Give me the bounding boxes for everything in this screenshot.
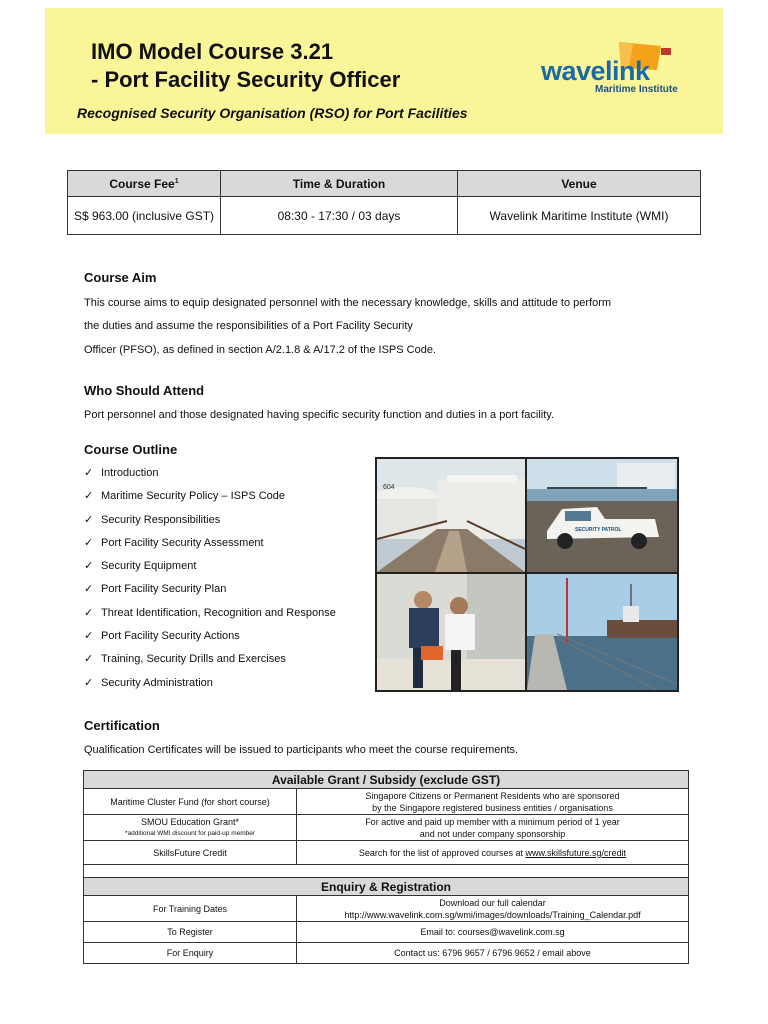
list-item: ✓ Training, Security Drills and Exercises <box>84 652 336 675</box>
course-outline-list <box>84 466 336 699</box>
header-time-duration: Time & Duration <box>221 171 458 197</box>
vehicle-label: SECURITY PATROL <box>575 527 622 533</box>
enquiry-registration-table <box>83 877 689 964</box>
table-row <box>84 789 689 815</box>
list-item: ✓ Introduction <box>84 466 336 489</box>
grant-table-heading: Available Grant / Subsidy (exclude GST) <box>84 771 689 789</box>
check-icon: ✓ <box>84 676 94 689</box>
grant-subsidy-table <box>83 770 689 879</box>
certification-heading: Certification <box>84 718 160 733</box>
grant-label: SkillsFuture Credit <box>84 841 297 865</box>
check-icon: ✓ <box>84 467 94 479</box>
course-info-table <box>67 170 701 235</box>
venue-value: Wavelink Maritime Institute (WMI) <box>458 197 701 235</box>
list-item: ✓ Maritime Security Policy – ISPS Code <box>84 489 336 512</box>
photo-collage <box>375 457 679 692</box>
table-row <box>84 922 689 943</box>
enquiry-label: For Enquiry <box>84 943 297 964</box>
check-icon: ✓ <box>84 490 94 503</box>
course-aim-line-2: the duties and assume the responsibilities of a Port Facility Security <box>84 320 413 332</box>
patrol-vehicle-photo <box>527 459 677 572</box>
course-subtitle: Recognised Security Organisation (RSO) for Port Facilities <box>77 105 468 121</box>
calendar-link[interactable]: http://www.wavelink.com.sg/wmi/images/downloads/Training_Calendar.pdf <box>344 909 641 920</box>
enquiry-label: To Register <box>84 922 297 943</box>
enquiry-table-heading: Enquiry & Registration <box>84 878 689 896</box>
list-item: ✓ Threat Identification, Recognition and Response <box>84 606 336 629</box>
logo-wordmark: wavelink <box>541 56 650 86</box>
pier-ship-photo <box>527 574 677 690</box>
header-banner <box>45 8 723 134</box>
who-should-attend-text: Port personnel and those designated having specific security function and duties in a port facility. <box>84 409 555 421</box>
check-icon: ✓ <box>84 653 94 666</box>
grant-value: Singapore Citizens or Permanent Residents who are sponsored by the Singapore registered business entities / organisations <box>297 789 689 815</box>
storage-tank-photo <box>377 459 525 572</box>
list-item: ✓ Security Equipment <box>84 559 336 582</box>
table-row <box>84 896 689 922</box>
list-item: ✓ Port Facility Security Assessment <box>84 536 336 559</box>
certification-text: Qualification Certificates will be issued to participants who meet the course requirements. <box>84 744 519 756</box>
grant-label: SMOU Education Grant* *additional WMI discount for paid-up member <box>84 815 297 841</box>
course-title-line2: - Port Facility Security Officer <box>91 67 401 92</box>
wavelink-logo <box>539 42 699 102</box>
header-course-fee: Course Fee$^1$ <box>68 171 221 197</box>
course-aim-line-3: Officer (PFSO), as defined in section A/2.1.8 & A/17.2 of the ISPS Code. <box>84 344 436 356</box>
header-venue: Venue <box>458 171 701 197</box>
enquiry-label: For Training Dates <box>84 896 297 922</box>
time-duration-value: 08:30 - 17:30 / 03 days <box>221 197 458 235</box>
enquiry-value: Contact us: 6796 9657 / 6796 9652 / email above <box>297 943 689 964</box>
course-fee-value: S$ 963.00 (inclusive GST) <box>68 197 221 235</box>
grant-value: Search for the list of approved courses at www.skillsfuture.sg/credit <box>297 841 689 865</box>
check-icon: ✓ <box>84 606 94 619</box>
security-inspection-photo <box>377 574 525 690</box>
table-row <box>84 943 689 964</box>
grant-label: Maritime Cluster Fund (for short course) <box>84 789 297 815</box>
table-row <box>84 841 689 865</box>
check-icon: ✓ <box>84 536 94 549</box>
list-item: ✓ Port Facility Security Actions <box>84 629 336 652</box>
list-item: ✓ Security Responsibilities <box>84 513 336 536</box>
tank-label: 604 <box>383 484 395 491</box>
list-item: ✓ Port Facility Security Plan <box>84 582 336 605</box>
check-icon: ✓ <box>84 560 94 573</box>
check-icon: ✓ <box>84 513 94 526</box>
enquiry-value: Download our full calendar http://www.wavelink.com.sg/wmi/images/downloads/Training_Calendar.pdf <box>297 896 689 922</box>
enquiry-value[interactable]: Email to: courses@wavelink.com.sg <box>297 922 689 943</box>
logo-subtitle: Maritime Institute <box>595 84 678 95</box>
course-aim-heading: Course Aim <box>84 270 157 285</box>
check-icon: ✓ <box>84 630 94 643</box>
skillsfuture-link[interactable]: www.skillsfuture.sg/credit <box>525 847 627 858</box>
who-should-attend-heading: Who Should Attend <box>84 383 205 398</box>
grant-value: For active and paid up member with a minimum period of 1 year and not under company sponsorship <box>297 815 689 841</box>
course-aim-line-1: This course aims to equip designated personnel with the necessary knowledge, skills and attitude to perform <box>84 297 612 309</box>
table-row <box>84 815 689 841</box>
check-icon: ✓ <box>84 583 94 596</box>
course-outline-heading: Course Outline <box>84 442 178 457</box>
list-item: ✓ Security Administration <box>84 676 336 699</box>
course-title: IMO Model Course 3.21 <box>91 39 334 64</box>
